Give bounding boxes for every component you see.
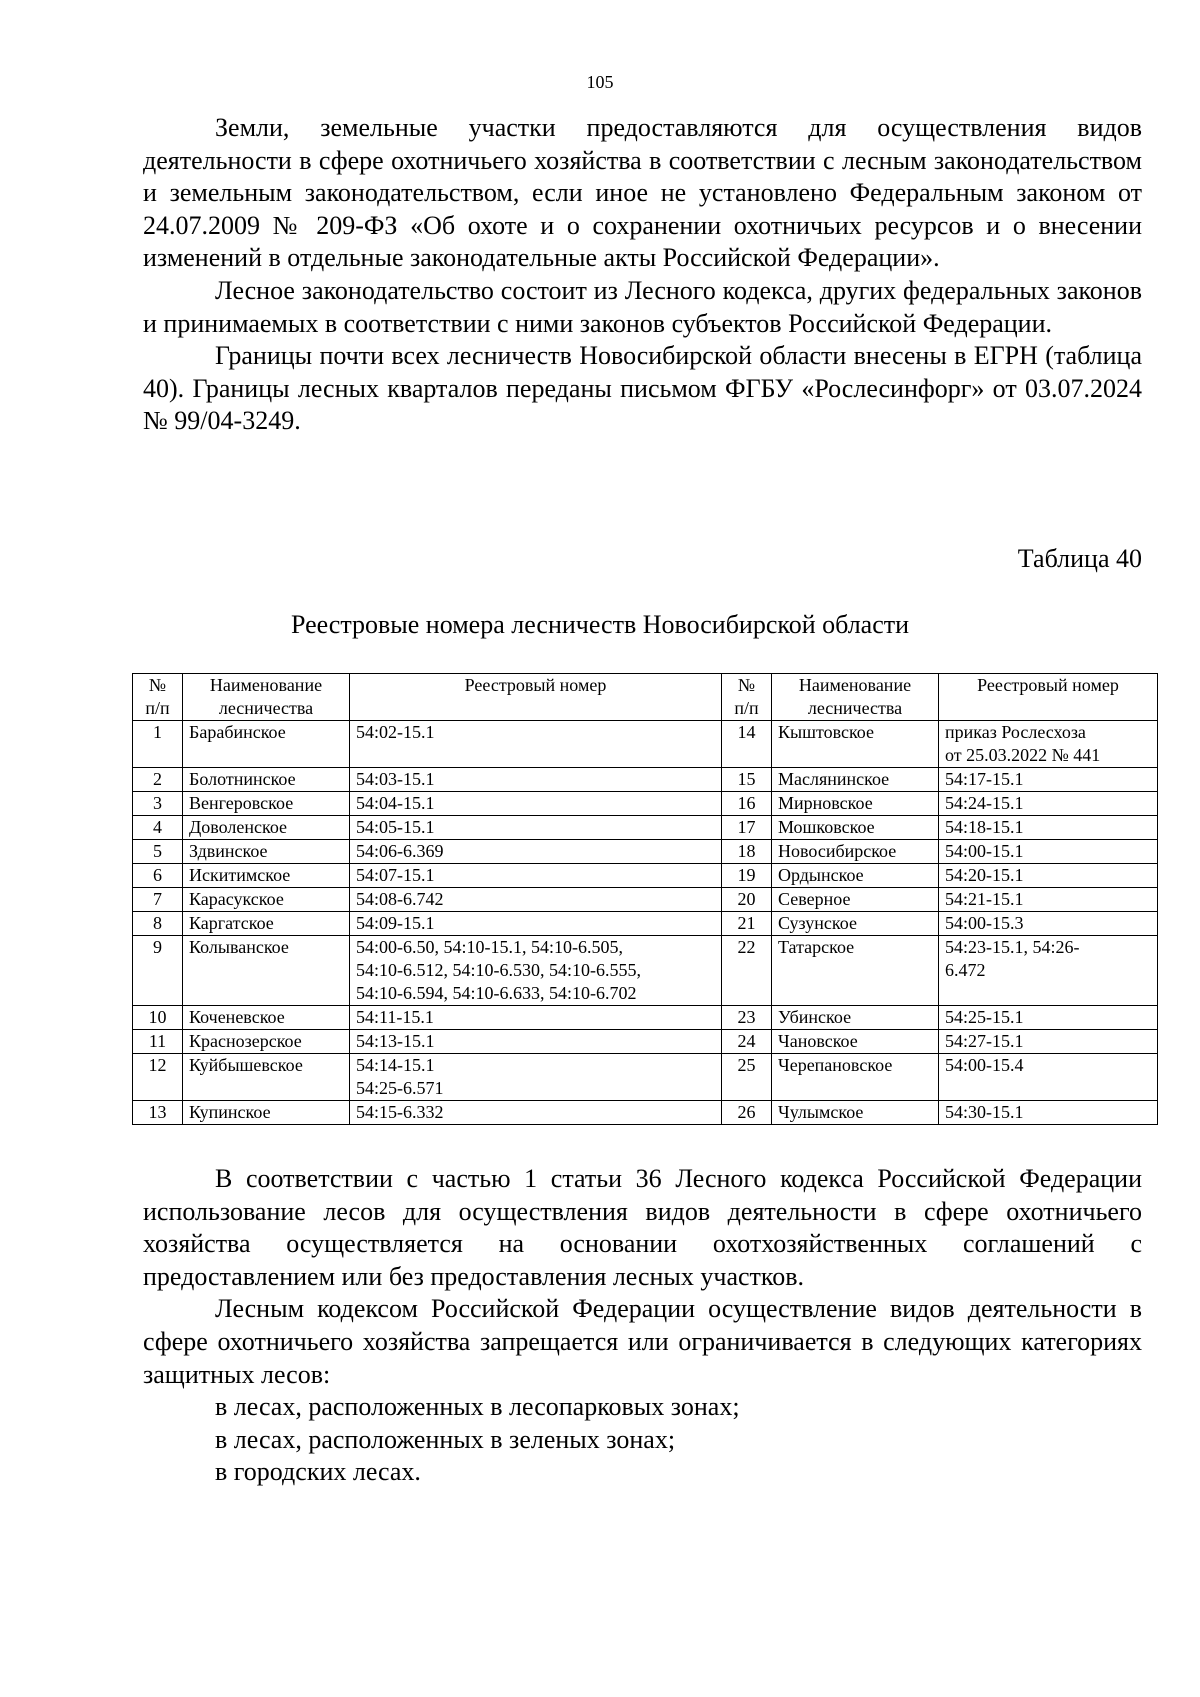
row-number: 6 — [133, 864, 183, 888]
registry-number-line: 54:24-15.1 — [945, 793, 1024, 813]
outro-paragraph: Лесным кодексом Российской Федерации осуществление видов деятельности в сфере охотничьего хозяйства запрещается или ограничивается в следующих категориях защитных лесов: — [143, 1294, 1142, 1389]
forestry-name: Искитимское — [183, 864, 350, 888]
registry-number-line: 54:25-6.571 — [356, 1078, 444, 1098]
registry-number-line: 54:08-6.742 — [356, 889, 444, 909]
forestry-name: Сузунское — [772, 912, 939, 936]
row-number: 14 — [722, 721, 772, 768]
forest-category-item: в лесах, расположенных в зеленых зонах; — [215, 1424, 676, 1454]
forestry-name: Доволенское — [183, 816, 350, 840]
registry-number-line: от 25.03.2022 № 441 — [945, 745, 1101, 765]
registry-number-line: 54:00-15.3 — [945, 913, 1024, 933]
forestry-name: Чановское — [772, 1030, 939, 1054]
row-number: 9 — [133, 936, 183, 1006]
registry-number — [939, 912, 1158, 936]
header-registry-number: Реестровый номер — [939, 674, 1158, 721]
registry-number-line: приказ Рослесхоза — [945, 722, 1086, 742]
registry-number-line: 54:30-15.1 — [945, 1102, 1024, 1122]
row-number: 8 — [133, 912, 183, 936]
registry-number-line: 54:21-15.1 — [945, 889, 1024, 909]
table-row — [133, 1030, 1158, 1054]
registry-number — [939, 1006, 1158, 1030]
forest-category-item: в городских лесах. — [215, 1457, 421, 1487]
registry-number-line: 54:25-15.1 — [945, 1007, 1024, 1027]
forestry-name: Здвинское — [183, 840, 350, 864]
row-number: 20 — [722, 888, 772, 912]
registry-table-body — [133, 721, 1158, 1125]
forestry-name: Кыштовское — [772, 721, 939, 768]
header-num: № п/п — [722, 674, 772, 721]
forestry-name: Чулымское — [772, 1101, 939, 1125]
row-number: 2 — [133, 768, 183, 792]
registry-number — [350, 792, 722, 816]
table-row — [133, 864, 1158, 888]
table-row — [133, 1054, 1158, 1101]
registry-number-line: 54:02-15.1 — [356, 722, 435, 742]
registry-number-line: 54:23-15.1, 54:26- — [945, 937, 1080, 957]
table-row — [133, 816, 1158, 840]
forestry-name: Каргатское — [183, 912, 350, 936]
table-header-row — [133, 674, 1158, 721]
registry-number-line: 54:10-6.594, 54:10-6.633, 54:10-6.702 — [356, 983, 637, 1003]
table-row — [133, 840, 1158, 864]
forestry-name: Новосибирское — [772, 840, 939, 864]
forestry-name: Краснозерское — [183, 1030, 350, 1054]
row-number: 18 — [722, 840, 772, 864]
registry-number — [939, 721, 1158, 768]
registry-number — [350, 936, 722, 1006]
registry-number — [939, 936, 1158, 1006]
header-num: № п/п — [133, 674, 183, 721]
registry-number — [350, 864, 722, 888]
row-number: 10 — [133, 1006, 183, 1030]
row-number: 26 — [722, 1101, 772, 1125]
intro-paragraph: Земли, земельные участки предоставляются для осуществления видов деятельности в сфере охотничьего хозяйства в соответствии с лесным законодательством и земельным законодательством, если иное не установлено Федеральным законом от 24.07.2009 № 209-ФЗ «Об охоте и о сохранении охотничьих ресурсов и о внесении изменений в отдельные законодательные акты Российской Федерации». — [143, 113, 1142, 273]
forestry-name: Болотнинское — [183, 768, 350, 792]
forestry-name: Мошковское — [772, 816, 939, 840]
row-number: 7 — [133, 888, 183, 912]
row-number: 19 — [722, 864, 772, 888]
registry-number-line: 54:03-15.1 — [356, 769, 435, 789]
header-name: Наименование лесничества — [772, 674, 939, 721]
registry-number-line: 54:00-6.50, 54:10-15.1, 54:10-6.505, — [356, 937, 623, 957]
registry-number — [939, 1054, 1158, 1101]
registry-number-line: 54:10-6.512, 54:10-6.530, 54:10-6.555, — [356, 960, 641, 980]
forest-category-item: в лесах, расположенных в лесопарковых зонах; — [215, 1392, 740, 1422]
header-registry-number: Реестровый номер — [350, 674, 722, 721]
row-number: 23 — [722, 1006, 772, 1030]
forestry-name: Ордынское — [772, 864, 939, 888]
intro-paragraph: Границы почти всех лесничеств Новосибирской области внесены в ЕГРН (таблица 40). Границы лесных кварталов переданы письмом ФГБУ «Рослесинфорг» от 03.07.2024 № 99/04-3249. — [143, 341, 1142, 436]
table-row — [133, 768, 1158, 792]
forestry-name: Венгеровское — [183, 792, 350, 816]
forestry-name: Убинское — [772, 1006, 939, 1030]
row-number: 21 — [722, 912, 772, 936]
registry-number-line: 54:20-15.1 — [945, 865, 1024, 885]
table-row — [133, 912, 1158, 936]
row-number: 17 — [722, 816, 772, 840]
registry-number — [939, 1030, 1158, 1054]
row-number: 13 — [133, 1101, 183, 1125]
registry-number — [350, 840, 722, 864]
registry-number-line: 54:14-15.1 — [356, 1055, 435, 1075]
registry-number — [350, 1101, 722, 1125]
forestry-name: Куйбышевское — [183, 1054, 350, 1101]
forestry-name: Маслянинское — [772, 768, 939, 792]
registry-number-line: 54:17-15.1 — [945, 769, 1024, 789]
table-row — [133, 721, 1158, 768]
registry-number-line: 54:05-15.1 — [356, 817, 435, 837]
registry-number-line: 54:06-6.369 — [356, 841, 444, 861]
intro-paragraph: Лесное законодательство состоит из Лесного кодекса, других федеральных законов и принимаемых в соответствии с ними законов субъектов Российской Федерации. — [143, 275, 1142, 338]
forestry-name: Коченевское — [183, 1006, 350, 1030]
outro-paragraph: В соответствии с частью 1 статьи 36 Лесного кодекса Российской Федерации использование лесов для осуществления видов деятельности в сфере охотничьего хозяйства осуществляется на основании охотхозяйственных соглашений с предоставлением или без предоставления лесных участков. — [143, 1164, 1142, 1291]
row-number: 25 — [722, 1054, 772, 1101]
registry-number — [939, 792, 1158, 816]
table-row — [133, 1006, 1158, 1030]
forestry-name: Татарское — [772, 936, 939, 1006]
registry-table — [132, 673, 1158, 1125]
forestry-name: Северное — [772, 888, 939, 912]
table-caption: Таблица 40 — [1017, 544, 1142, 573]
forestry-name: Карасукское — [183, 888, 350, 912]
registry-number — [939, 888, 1158, 912]
header-name: Наименование лесничества — [183, 674, 350, 721]
table-row — [133, 1101, 1158, 1125]
forestry-name: Барабинское — [183, 721, 350, 768]
row-number: 1 — [133, 721, 183, 768]
row-number: 16 — [722, 792, 772, 816]
registry-number — [939, 840, 1158, 864]
registry-number-line: 54:18-15.1 — [945, 817, 1024, 837]
registry-number-line: 6.472 — [945, 960, 986, 980]
row-number: 5 — [133, 840, 183, 864]
registry-number-line: 54:11-15.1 — [356, 1007, 434, 1027]
registry-number-line: 54:27-15.1 — [945, 1031, 1024, 1051]
registry-number-line: 54:13-15.1 — [356, 1031, 435, 1051]
table-title: Реестровые номера лесничеств Новосибирской области — [290, 610, 910, 639]
registry-number-line: 54:09-15.1 — [356, 913, 435, 933]
forestry-name: Колыванское — [183, 936, 350, 1006]
registry-number — [939, 1101, 1158, 1125]
table-row — [133, 888, 1158, 912]
registry-number — [350, 888, 722, 912]
registry-number-line: 54:00-15.1 — [945, 841, 1024, 861]
registry-number — [350, 721, 722, 768]
row-number: 15 — [722, 768, 772, 792]
registry-number — [939, 864, 1158, 888]
page-number: 105 — [586, 72, 614, 92]
registry-number — [350, 1054, 722, 1101]
forestry-name: Купинское — [183, 1101, 350, 1125]
row-number: 11 — [133, 1030, 183, 1054]
intro-text — [143, 112, 1142, 438]
row-number: 22 — [722, 936, 772, 1006]
row-number: 4 — [133, 816, 183, 840]
registry-number — [939, 816, 1158, 840]
registry-number — [350, 912, 722, 936]
row-number: 24 — [722, 1030, 772, 1054]
row-number: 3 — [133, 792, 183, 816]
outro-text — [143, 1163, 1142, 1489]
table-row — [133, 792, 1158, 816]
registry-number — [350, 1006, 722, 1030]
registry-number — [350, 1030, 722, 1054]
table-row — [133, 936, 1158, 1006]
forestry-name: Мирновское — [772, 792, 939, 816]
registry-number — [350, 768, 722, 792]
registry-number-line: 54:00-15.4 — [945, 1055, 1024, 1075]
forestry-name: Черепановское — [772, 1054, 939, 1101]
registry-number-line: 54:15-6.332 — [356, 1102, 444, 1122]
registry-number — [350, 816, 722, 840]
registry-number-line: 54:07-15.1 — [356, 865, 435, 885]
registry-number — [939, 768, 1158, 792]
registry-number-line: 54:04-15.1 — [356, 793, 435, 813]
row-number: 12 — [133, 1054, 183, 1101]
